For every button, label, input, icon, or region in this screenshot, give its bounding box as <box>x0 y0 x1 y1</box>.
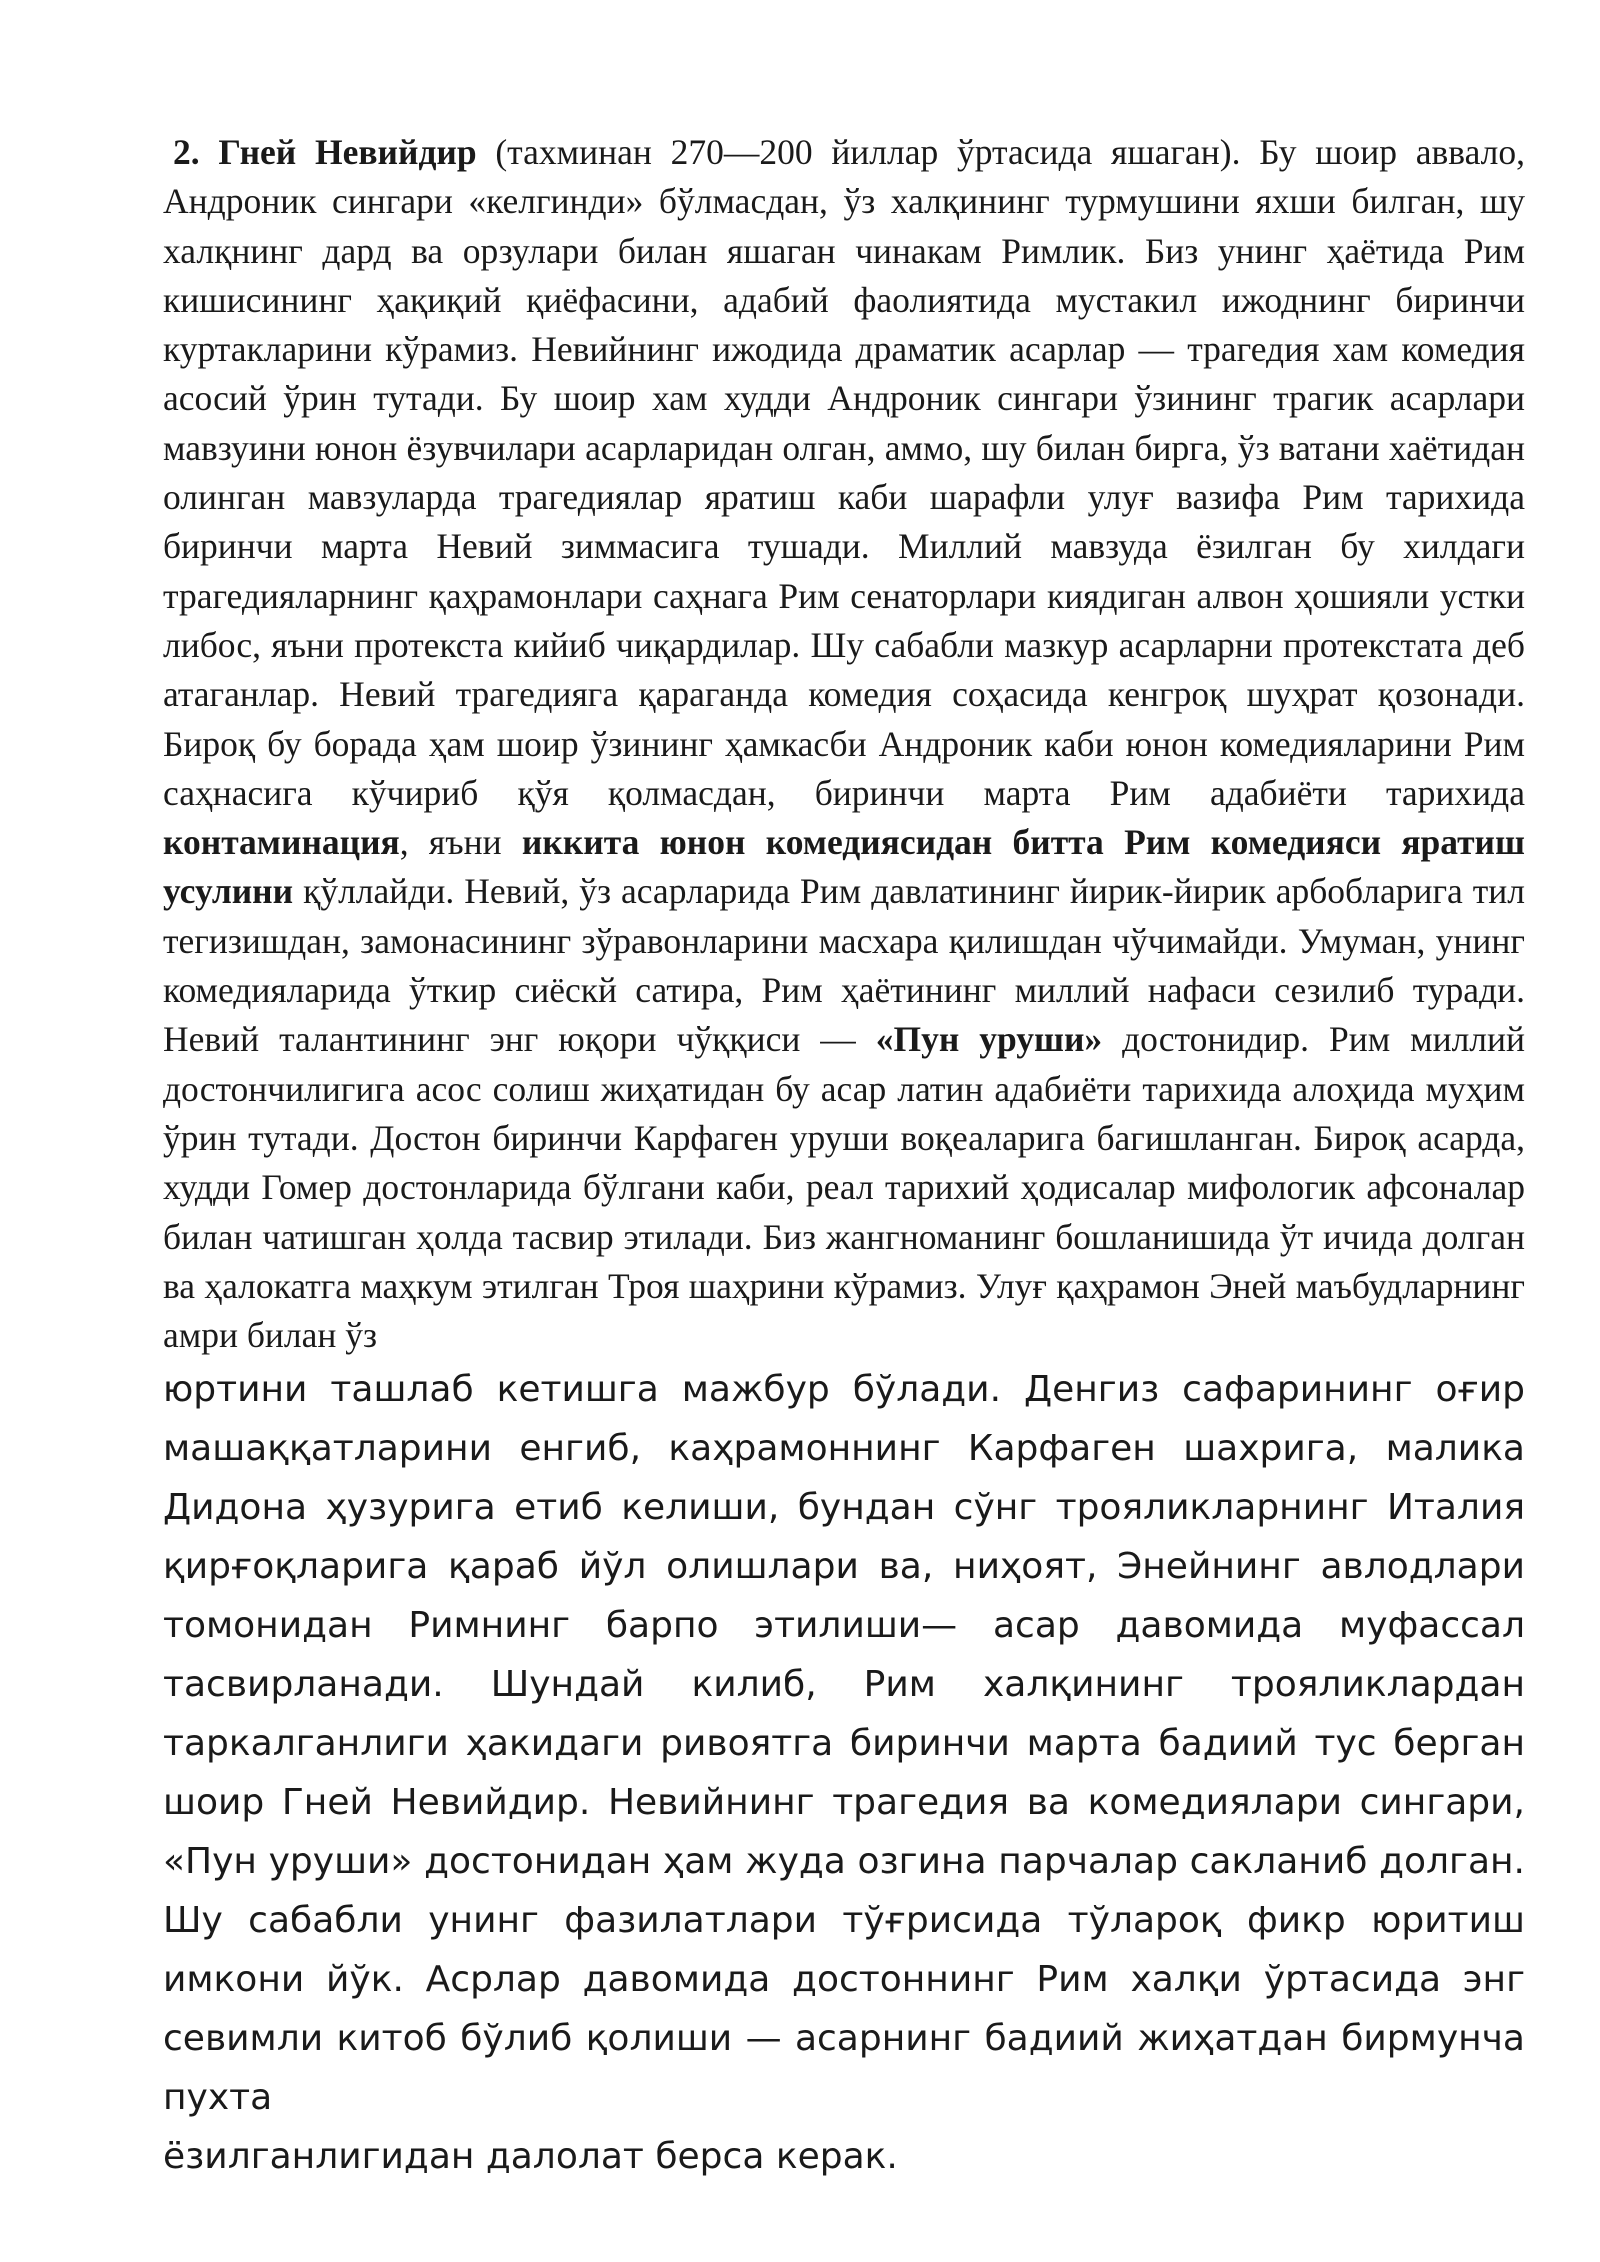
bold-poem-title: «Пун уруши» <box>875 1019 1103 1060</box>
bold-term-contamination: контаминация <box>163 822 400 863</box>
text-segment: достонидир. Рим миллий достончилигига асос солиш жиҳатидан бу асар латин адабиёти тарихида алоҳида муҳим ўрин тутади. Достон биринчи Карфаген уруши воқеаларига багишланган. Бироқ асарда, худди Гомер достонларида бўлгани каби, реал тарихий ҳодисалар мифологик афсоналар билан чатишган ҳолда тасвир этилади. Биз жангноманинг бошланишида ўт ичида долган ва ҳалокатга маҳкум этилган Троя шаҳрини кўрамиз. Улуғ қаҳрамон Эней маъбудларнинг амри билан ўз <box>163 1019 1525 1356</box>
text-segment: юртини ташлаб кетишга мажбур бўлади. Денгиз сафарининг оғир машаққатларини енгиб, каҳрамоннинг Карфаген шахрига, малика Дидона ҳузурига етиб келиши, бундан сўнг трояликларнинг Италия қирғоқларига қараб йўл олишлари ва, ниҳоят, Энейнинг авлодлари томонидан Римнинг барпо этилиши— асар давомида муфассал тасвирланади. Шундай килиб, Рим халқининг трояликлардан таркалганлиги ҳакидаги ривоятга биринчи марта бадиий тус берган шоир Гней Невийдир. Невийнинг трагедия ва комедиялари сингари, «Пун уруши» достонидан ҳам жуда озгина парчалар сакланиб долган. Шу сабабли унинг фазилатлари тўғрисида тўлароқ фикр юритиш имкони йўк. Асрлар давомида достоннинг Рим халқи ўртасида энг севимли китоб бўлиб қолиши — асарнинг бадиий жиҳатдан бирмунча пухта <box>163 1369 1525 2119</box>
paragraph-last-line <box>163 2127 1525 2186</box>
text-segment: ёзилганлигидан далолат берса керак. <box>163 2136 898 2178</box>
document-page <box>163 128 1525 2186</box>
section-heading: 2. Гней Невийдир <box>173 132 477 172</box>
paragraph-sans <box>163 1360 1525 2127</box>
text-segment: қўллайди. Невий, ўз асарларида Рим давлатининг йирик-йирик арбобларига тил тегизишдан, замонасининг зўравонларини масхара қилишдан чўчимайди. Умуман, унинг комедияларида ўткир сиёскй сатира, Рим ҳаётининг миллий нафаси сезилиб туради. Невий талантининг энг юқори чўққиси — <box>163 871 1525 1060</box>
bold-method: иккита юнон комедиясидан битта Рим комедияси яратиш усулини <box>163 822 1525 912</box>
paragraph-serif <box>163 128 1525 1360</box>
text-segment: (тахминан 270—200 йиллар ўртасида яшаган). Бу шоир аввало, Андроник сингари «келгинди» бўлмасдан, ўз халқининг турмушини яхши билган, шу халқнинг дард ва орзулари билан яшаган чинакам Римлик. Биз унинг ҳаётида Рим кишисининг ҳақиқий қиёфасини, адабий фаолиятида мустакил ижоднинг биринчи куртакларини кўрамиз. Невийнинг ижодида драматик асарлар — трагедия хам комедия асосий ўрин тутади. Бу шоир хам худди Андроник сингари ўзининг трагик асарлари мавзуини юнон ёзувчилари асарларидан олган, аммо, шу билан бирга, ўз ватани хаётидан олинган мавзуларда трагедиялар яратиш каби шарафли улуғ вазифа Рим тарихида биринчи марта Невий зиммасига тушади. Миллий мавзуда ёзилган бу хилдаги трагедияларнинг қаҳрамонлари саҳнага Рим сенаторлари киядиган алвон ҳошияли устки либос, яъни протекста кийиб чиқардилар. Шу сабабли мазкур асарларни протекстата деб атаганлар. Невий трагедияга қараганда комедия соҳасида кенгроқ шуҳрат қозонади. Бироқ бу борада ҳам шоир ўзининг ҳамкасби Андроник каби юнон комедияларини Рим саҳнасига кўчириб қўя қолмасдан, биринчи марта Рим адабиёти тарихида <box>163 132 1525 813</box>
text-segment: , яъни <box>399 822 522 863</box>
